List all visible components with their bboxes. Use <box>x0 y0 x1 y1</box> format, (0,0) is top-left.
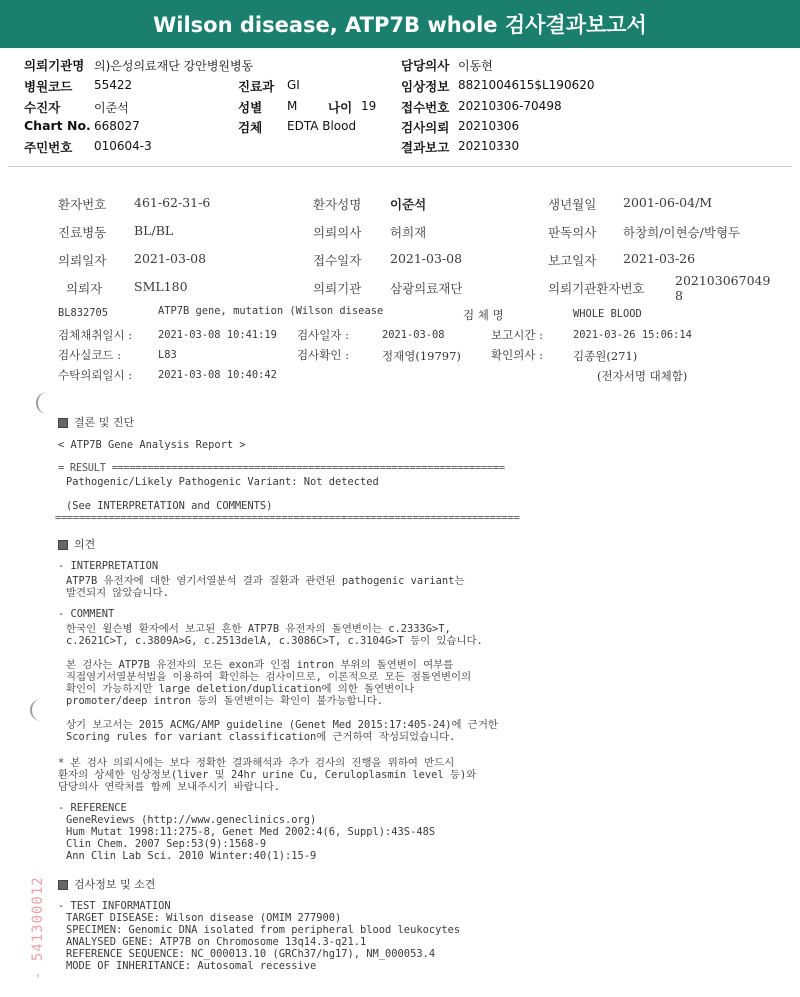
specimen-label: 검체 <box>238 120 263 135</box>
note-line: 환자의 상세한 임상정보(liver 및 24hr urine Cu, Ceruloplasmin level 등)와 <box>58 769 477 781</box>
patient-value: 이준석 <box>94 101 129 115</box>
reqdate-value: 2021-03-08 <box>134 251 207 266</box>
page-title: Wilson disease, ATP7B whole 검사결과보고서 <box>153 13 647 37</box>
interp-label: - INTERPRETATION <box>58 560 159 572</box>
testinfo-line: MODE OF INHERITANCE: Autosomal recessive <box>66 960 317 972</box>
comment-line: Scoring rules for variant classification에 근거하여 작성되었습니다. <box>66 731 456 743</box>
test-name: ATP7B gene, mutation (Wilson disease <box>158 305 384 317</box>
repdate-value: 2021-03-26 <box>623 251 696 266</box>
dob-value: 2001-06-04/M <box>623 195 713 210</box>
esign-note: (전자서명 대체함) <box>597 369 688 383</box>
ref-line: Ann Clin Lab Sci. 2010 Winter:40(1):15-9 <box>66 850 317 862</box>
requester-label: 의뢰자 <box>66 281 103 296</box>
room-label: 검사실코드 : <box>58 348 122 362</box>
testinfo-heading <box>58 876 155 892</box>
exam-label: 검사일자 : <box>297 328 349 342</box>
sex-label: 성별 <box>238 100 263 115</box>
specimen-value: EDTA Blood <box>287 119 357 133</box>
testinfo-heading-text: 검사정보 및 소견 <box>74 878 156 891</box>
ref-line: Clin Chem. 2007 Sep:53(9):1568-9 <box>66 838 267 850</box>
result-rule: ============================================================================== <box>55 512 520 524</box>
reqdate-label: 의뢰일자 <box>58 253 107 268</box>
pname-value: 이준석 <box>390 197 427 212</box>
comment-line: 본 검사는 ATP7B 유전자의 모든 exon과 인접 intron 부위의 돌연변이 여부를 <box>66 659 454 671</box>
comment-label: - COMMENT <box>58 608 115 620</box>
repdate-label: 보고일자 <box>548 253 597 268</box>
instno-value-2: 8 <box>675 288 683 303</box>
check-value: 정재영(19797) <box>382 349 461 363</box>
consign-label: 수탁의뢰일시 : <box>58 368 133 382</box>
specimen-name-value: WHOLE BLOOD <box>573 308 642 320</box>
see-text: (See INTERPRETATION and COMMENTS) <box>66 500 273 512</box>
note-line: 담당의사 연락처를 함께 보내주시기 바랍니다. <box>58 781 280 793</box>
section-box-icon <box>58 418 68 428</box>
receipt-value: 20210306-70498 <box>458 99 562 113</box>
report-title: < ATP7B Gene Analysis Report > <box>58 439 246 451</box>
interp-line: ATP7B 유전자에 대한 염기서열분석 결과 질환과 관련된 pathogenic variant는 <box>66 575 465 587</box>
comment-line: c.2621C>T, c.3809A>G, c.2513delA, c.3086C>T, c.3104G>T 등이 있습니다. <box>66 635 483 647</box>
ward-label: 진료병동 <box>58 225 107 240</box>
doctor-label: 담당의사 <box>401 58 450 73</box>
org-label: 의뢰기관명 <box>24 58 85 73</box>
clinical-value: 8821004615$L190620 <box>458 78 595 92</box>
opinion-heading <box>58 536 95 552</box>
rrn-value: 010604-3 <box>94 139 152 153</box>
room-value: L83 <box>158 349 177 361</box>
hosp-code-label: 병원코드 <box>24 79 73 94</box>
instno-value-1: 202103067049 <box>675 273 771 288</box>
specimen-name-label: 검 체 명 <box>463 308 504 322</box>
interp-line: 발견되지 않았습니다. <box>66 587 169 599</box>
reqinst-label: 의뢰기관 <box>313 281 362 296</box>
confirm-value: 김종원(271) <box>573 349 638 363</box>
dept-label: 진료과 <box>238 79 275 94</box>
testinfo-line: ANALYSED GENE: ATP7B on Chromosome 13q14.3-q21.1 <box>66 936 367 948</box>
testinfo-line: REFERENCE SEQUENCE: NC_000013.10 (GRCh37/hg17), NM_000053.4 <box>66 948 436 960</box>
comment-line: 확인이 가능하지만 large deletion/duplication에 의한 돌연변이나 <box>66 683 415 695</box>
comment-line: 한국인 윌슨병 환자에서 보고된 흔한 ATP7B 유전자의 돌연변이는 c.2333G>T, <box>66 623 451 635</box>
dob-label: 생년월일 <box>548 197 597 212</box>
consign-value: 2021-03-08 10:40:42 <box>158 369 277 381</box>
conclusion-heading <box>58 414 134 430</box>
ref-line: GeneReviews (http://www.geneclinics.org) <box>66 814 317 826</box>
opinion-heading-text: 의견 <box>74 538 96 551</box>
comment-line: 직접염기서열분석법을 이용하여 확인하는 검사이므로, 이론적으로 모든 점돌연변이의 <box>66 671 472 683</box>
section-box-icon <box>58 880 68 890</box>
ref-line: Hum Mutat 1998:11:275-8, Genet Med 2002:4(6, Suppl):43S-48S <box>66 826 436 838</box>
header-divider <box>8 166 792 167</box>
testinfo-line: - TEST INFORMATION <box>58 900 171 912</box>
requester-value: SML180 <box>134 279 188 294</box>
report-time-label: 보고시간 : <box>491 328 543 342</box>
chart-label: Chart No. <box>24 118 91 133</box>
ward-value: BL/BL <box>134 223 174 238</box>
sex-value: M <box>287 99 298 113</box>
patient-label: 수진자 <box>24 100 61 115</box>
pid-value: 461-62-31-6 <box>134 195 211 210</box>
confirm-label: 확인의사 : <box>491 348 543 362</box>
binder-hole <box>36 392 48 414</box>
age-value: 19 <box>361 99 377 113</box>
binder-hole <box>30 699 42 721</box>
comment-line: promoter/deep intron 등의 돌연변이는 확인이 불가능합니다. <box>66 695 383 707</box>
page-stamp: - 541300012 <box>30 876 46 980</box>
exam-value: 2021-03-08 <box>382 329 445 341</box>
receipt-label: 접수번호 <box>401 100 450 115</box>
check-label: 검사확인 : <box>297 348 349 362</box>
result-text: Pathogenic/Likely Pathogenic Variant: Not detected <box>66 476 379 488</box>
reqdoc-label: 의뢰의사 <box>313 225 362 240</box>
testinfo-line: SPECIMEN: Genomic DNA isolated from peripheral blood leukocytes <box>66 924 461 936</box>
clinical-label: 임상정보 <box>401 79 450 94</box>
comment-line: 상기 보고서는 2015 ACMG/AMP guideline (Genet Med 2015:17:405-24)에 근거한 <box>66 719 498 731</box>
report-time-value: 2021-03-26 15:06:14 <box>573 329 692 341</box>
rcvdate-value: 2021-03-08 <box>390 251 463 266</box>
collect-label: 검체채취일시 : <box>58 328 133 342</box>
section-box-icon <box>58 540 68 550</box>
readdoc-value: 하창희/이현승/박형두 <box>623 225 741 240</box>
rcvdate-label: 접수일자 <box>313 253 362 268</box>
pid-label: 환자번호 <box>58 197 107 212</box>
dept-value: GI <box>287 78 300 92</box>
readdoc-label: 판독의사 <box>548 225 597 240</box>
doctor-value: 이동현 <box>458 59 493 73</box>
chart-value: 668027 <box>94 119 140 133</box>
reqdoc-value: 허희재 <box>390 225 427 240</box>
pname-label: 환자성명 <box>313 197 362 212</box>
request-label: 검사의뢰 <box>401 120 450 135</box>
org-value: 의)은성의료재단 강안병원병동 <box>94 59 254 73</box>
instno-label: 의뢰기관환자번호 <box>548 281 645 296</box>
rrn-label: 주민번호 <box>24 140 73 155</box>
testinfo-line: TARGET DISEASE: Wilson disease (OMIM 277900) <box>66 912 342 924</box>
ref-label: - REFERENCE <box>58 802 127 814</box>
note-line: * 본 검사 의뢰시에는 보다 정확한 결과해석과 추가 검사의 진행을 위하여 반드시 <box>58 757 455 769</box>
hosp-code-value: 55422 <box>94 78 133 92</box>
collect-value: 2021-03-08 10:41:19 <box>158 329 277 341</box>
reqinst-value: 삼광의료재단 <box>390 281 463 296</box>
report-value: 20210330 <box>458 139 520 153</box>
report-label: 결과보고 <box>401 140 450 155</box>
request-value: 20210306 <box>458 119 520 133</box>
result-label: = RESULT ================================================================== <box>58 462 505 474</box>
test-code: BL832705 <box>58 307 109 319</box>
conclusion-heading-text: 결론 및 진단 <box>74 416 135 429</box>
age-label: 나이 <box>328 100 353 115</box>
